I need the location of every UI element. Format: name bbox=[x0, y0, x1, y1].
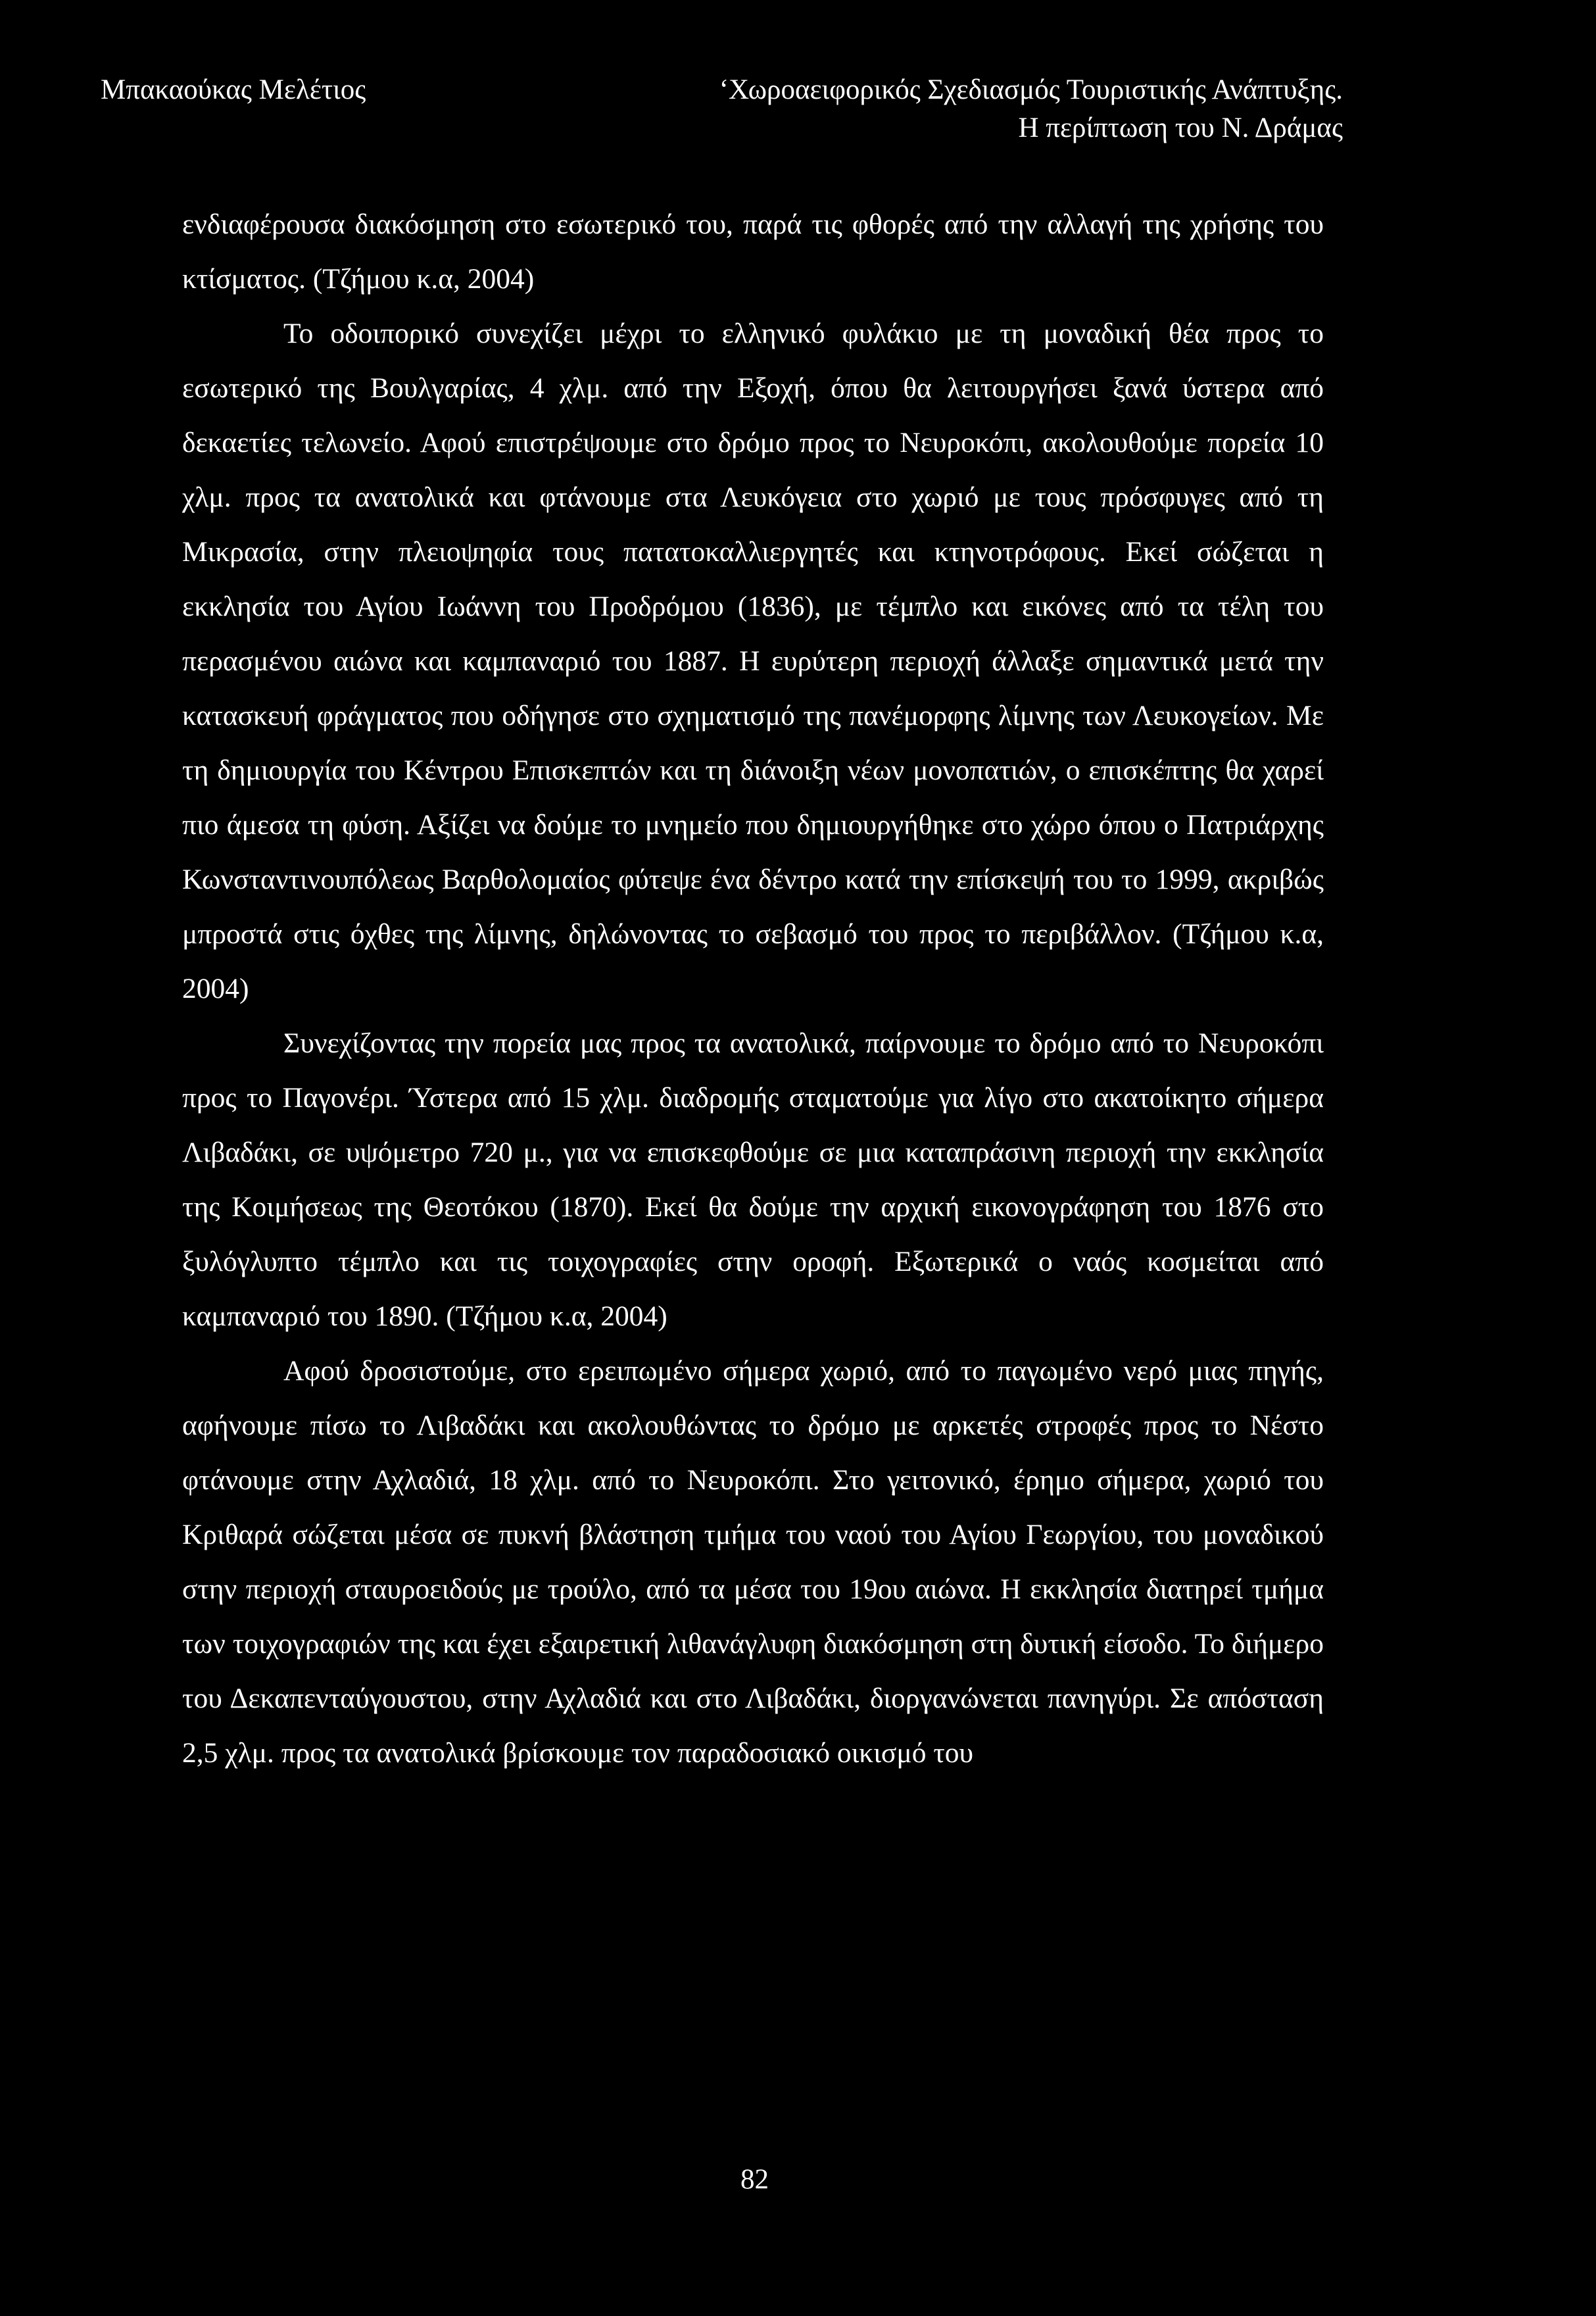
paragraph-4: Αφού δροσιστούμε, στο ερειπωμένο σήμερα χωριό, από το παγωμένο νερό μιας πηγής, αφήνουμε πίσω το Λιβαδάκι και ακολουθώντας το δρόμο με αρκετές στροφές προς το Νέστο φτάνουμε στην Αχλαδιά, 18 χλμ. από το Νευροκόπι. Στο γειτονικό, έρημο σήμερα, χωριό του Κριθαρά σώζεται μέσα σε πυκνή βλάστηση τμήμα του ναού του Αγίου Γεωργίου, του μοναδικού στην περιοχή σταυροειδούς με τρούλο, από τα μέσα του 19ου αιώνα. Η εκκλησία διατηρεί τμήμα των τοιχογραφιών της και έχει εξαιρετική λιθανάγλυφη διακόσμηση στη δυτική είσοδο. Το διήμερο του Δεκαπενταύγουστου, στην Αχλαδιά και στο Λιβαδάκι, διοργανώνεται πανηγύρι. Σε απόσταση 2,5 χλμ. προς τα ανατολικά βρίσκουμε τον παραδοσιακό οικισμό του bbox=[182, 1355, 1324, 1769]
page-number: 82 bbox=[740, 2164, 769, 2195]
paragraph-3: Συνεχίζοντας την πορεία μας προς τα ανατολικά, παίρνουμε το δρόμο από το Νευροκόπι προς το Παγονέρι. Ύστερα από 15 χλμ. διαδρομής σταματούμε για λίγο στο ακατοίκητο σήμερα Λιβαδάκι, σε υψόμετρο 720 μ., για να επισκεφθούμε σε μια καταπράσινη περιοχή την εκκλησία της Κοιμήσεως της Θεοτόκου (1870). Εκεί θα δούμε την αρχική εικονογράφηση του 1876 στο ξυλόγλυπτο τέμπλο και τις τοιχογραφίες στην οροφή. Εξωτερικά ο ναός κοσμείται από καμπαναριό του 1890. (Τζήμου κ.α, 2004) bbox=[182, 1027, 1324, 1332]
paragraph-1: ενδιαφέρουσα διακόσμηση στο εσωτερικό του, παρά τις φθορές από την αλλαγή της χρήσης του κτίσματος. (Τζήμου κ.α, 2004) bbox=[182, 209, 1324, 295]
page-number-container bbox=[0, 2161, 1596, 2199]
header-title-line-2: Η περίπτωση του Ν. Δράμας bbox=[1018, 112, 1343, 143]
header-title bbox=[719, 71, 1343, 147]
header-title-line-1: ‘Χωροαειφορικός Σχεδιασμός Τουριστικής Ανάπτυξης. bbox=[719, 74, 1343, 105]
paragraph-2: Το οδοιπορικό συνεχίζει μέχρι το ελληνικό φυλάκιο με τη μοναδική θέα προς το εσωτερικό της Βουλγαρίας, 4 χλμ. από την Εξοχή, όπου θα λειτουργήσει ξανά ύστερα από δεκαετίες τελωνείο. Αφού επιστρέψουμε στο δρόμο προς το Νευροκόπι, ακολουθούμε πορεία 10 χλμ. προς τα ανατολικά και φτάνουμε στα Λευκόγεια στο χωριό με τους πρόσφυγες από τη Μικρασία, στην πλειοψηφία τους πατατοκαλλιεργητές και κτηνοτρόφους. Εκεί σώζεται η εκκλησία του Αγίου Ιωάννη του Προδρόμου (1836), με τέμπλο και εικόνες από τα τέλη του περασμένου αιώνα και καμπαναριό του 1887. Η ευρύτερη περιοχή άλλαξε σημαντικά μετά την κατασκευή φράγματος που οδήγησε στο σχηματισμό της πανέμορφης λίμνης των Λευκογείων. Με τη δημιουργία του Κέντρου Επισκεπτών και τη διάνοιξη νέων μονοπατιών, ο επισκέπτης θα χαρεί πιο άμεσα τη φύση. Αξίζει να δούμε το μνημείο που δημιουργήθηκε στο χώρο όπου ο Πατριάρχης Κωνσταντινουπόλεως Βαρθολομαίος φύτεψε ένα δέντρο κατά την επίσκεψή του το 1999, ακριβώς μπροστά στις όχθες της λίμνης, δηλώνοντας το σεβασμό του προς το περιβάλλον. (Τζήμου κ.α, 2004) bbox=[182, 318, 1324, 1004]
header-author: Μπακαούκας Μελέτιος bbox=[101, 74, 366, 105]
body-text bbox=[182, 197, 1324, 1781]
